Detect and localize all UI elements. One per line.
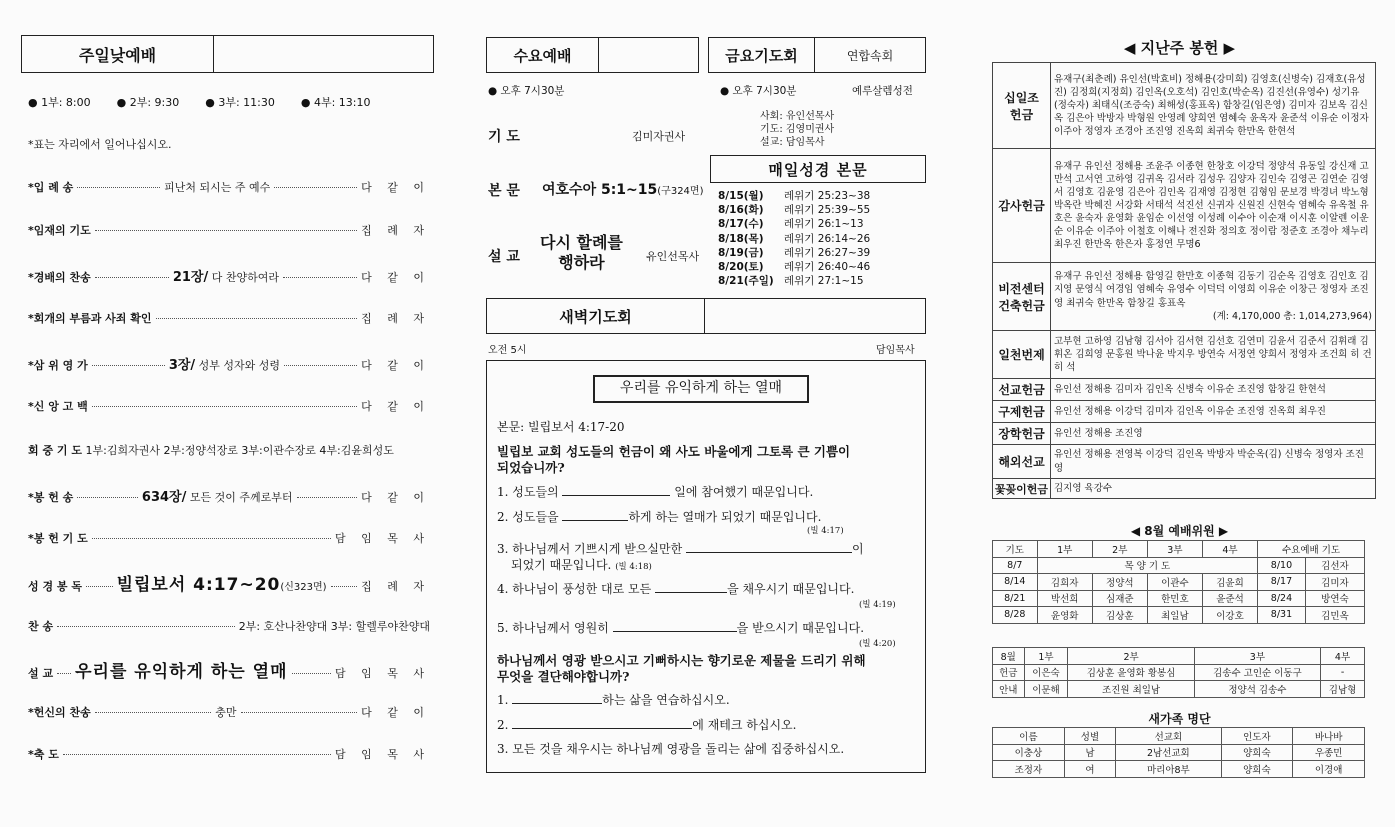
duty-row: 8/14 김희자 정양석 이관수 김윤희 8/17 김미자 — [993, 574, 1365, 591]
wednesday-sermon-label: 설 교 — [488, 249, 520, 265]
duty-row: 8/28 윤영화 김상훈 최일남 이강호 8/31 김민옥 — [993, 607, 1365, 624]
order-label: 성 경 봉 독 — [28, 580, 82, 593]
offering-table — [992, 62, 1376, 499]
order-label: 찬 송 — [28, 620, 54, 633]
order-label: 회 중 기 도 — [28, 444, 82, 457]
order-leader: 다 같 이 — [361, 400, 430, 413]
standing-note: *표는 자리에서 일어나십시오. — [28, 138, 172, 151]
study-answer-5: 5. 하나님께서 영원히 을 받으시기 때문입니다. — [497, 621, 865, 635]
order-label: *축 도 — [28, 748, 59, 761]
study-resolve-2: 2. 에 재테크 하십시오. — [497, 718, 797, 732]
order-leader: 담 임 목 사 — [335, 667, 430, 680]
service-table — [992, 647, 1365, 698]
offering-title: ◀ 지난주 봉헌 ▶ — [1123, 39, 1236, 57]
study-ref-4: (빌 4:19) — [859, 600, 896, 610]
order-label: *임재의 기도 — [28, 224, 91, 237]
offering-type: 구제헌금 — [993, 401, 1051, 423]
duty-title: ◀ 8월 예배위원 ▶ — [1130, 524, 1229, 538]
offering-type: 십일조 헌금 — [993, 63, 1051, 149]
order-leader: 집 례 자 — [361, 224, 430, 237]
order-leader: 집 례 자 — [361, 580, 431, 593]
order-leader: 다 같 이 — [361, 491, 430, 504]
order-row — [28, 618, 430, 634]
order-leader: 담 임 목 사 — [335, 748, 430, 761]
hymn-title: 성부 성자와 성령 — [195, 359, 281, 372]
study-question-2: 하나님께서 영광 받으시고 기뻐하시는 향기로운 제물을 드리기 위해 — [497, 653, 866, 668]
daily-bible-title: 매일성경 본문 — [768, 160, 868, 179]
order-label: *경배의 찬송 — [28, 271, 91, 284]
offering-type: 장학헌금 — [993, 423, 1051, 445]
hymn-title: 모든 것이 주께로부터 — [186, 491, 293, 504]
wednesday-header-box — [486, 37, 699, 73]
duty-table — [992, 540, 1365, 624]
order-label: *삼 위 영 가 — [28, 359, 88, 372]
offering-row — [993, 423, 1376, 445]
sunday-time-2: ● 2부: 9:30 — [116, 96, 180, 109]
offering-type: 비전센터 건축헌금 — [993, 263, 1051, 331]
friday-role: 기도: 김영미권사 — [760, 124, 835, 135]
study-answer-1: 1. 성도들의 일에 참여했기 때문입니다. — [497, 485, 814, 499]
offering-names: 김지영 육강수 — [1051, 479, 1376, 499]
sunday-times — [28, 94, 428, 110]
study-question-1: 빌립보 교회 성도들의 헌금이 왜 사도 바울에게 그토록 큰 기쁨이 — [497, 444, 851, 459]
sermon-title-line: 행하라 — [558, 253, 605, 272]
wednesday-title: 수요예배 — [487, 38, 599, 72]
study-resolve-1: 1. 하는 삶을 연습하십시오. — [497, 693, 730, 707]
new-family-table — [992, 727, 1365, 778]
new-family-row: 조정자 여 마리아8부 양희숙 이경애 — [993, 761, 1365, 778]
order-label: *입 례 송 — [28, 181, 74, 194]
order-label: *회개의 부름과 사죄 확인 — [28, 312, 152, 325]
order-row — [28, 310, 430, 326]
offering-type: 해외선교 — [993, 445, 1051, 479]
offering-names: 유재구 유인선 정해용 함영길 한만호 이종혁 김동기 김순옥 김영호 김인호 김지영 문영식 여경임 염혜숙 유영수 이덕덕 이영희 이유순 이창근 정영자 조진영 최귀숙 한만옥 함창길 홍표옥 (계: 4,170,000 총: 1,014,273,964) — [1051, 263, 1376, 331]
hymn-title: 다 찬양하여라 — [208, 271, 279, 284]
daily-bible-item: 8/17(수) 레위기 26:1~13 — [718, 218, 864, 231]
study-answer-2: 2. 성도들을 하게 하는 열매가 되었기 때문입니다. — [497, 510, 822, 524]
dawn-time: 오전 5시 — [488, 345, 527, 356]
wednesday-text-value — [542, 179, 703, 199]
order-label: *봉 헌 기 도 — [28, 532, 88, 545]
offering-names: 유인선 정해용 이강덕 김미자 김인옥 이유순 조진영 진옥희 최우진 — [1051, 401, 1376, 423]
study-text: 본문: 빌립보서 4:17-20 — [497, 420, 625, 434]
wednesday-sermon-title — [540, 233, 623, 273]
offering-row — [993, 331, 1376, 379]
duty-header-row: 기도 1부 2부 3부 4부 수요예배 기도 — [993, 541, 1365, 558]
hymn-title: 충만 — [215, 706, 237, 719]
offering-row — [993, 479, 1376, 499]
study-ref-2: (빌 4:17) — [807, 526, 844, 536]
daily-bible-item: 8/16(화) 레위기 25:39~55 — [718, 204, 871, 217]
bible-study-box — [486, 360, 926, 773]
order-label: *신 앙 고 백 — [28, 400, 88, 413]
order-leader: 다 같 이 — [361, 181, 431, 194]
wednesday-preacher: 유인선목사 — [646, 250, 700, 263]
duty-row: 8/21 박선희 심재준 한민호 윤준석 8/24 방연숙 — [993, 590, 1365, 607]
friday-title: 금요기도회 — [709, 38, 815, 72]
sunday-time-4: ● 4부: 13:10 — [300, 96, 371, 109]
order-label: 설 교 — [28, 667, 54, 680]
offering-type: 선교헌금 — [993, 379, 1051, 401]
friday-roles — [760, 110, 834, 149]
sermon-title-line: 다시 할례를 — [540, 233, 623, 252]
order-row — [28, 266, 430, 285]
offering-row — [993, 445, 1376, 479]
duty-row: 8/7 목 양 기 도 8/10 김선자 — [993, 557, 1365, 574]
daily-bible-item: 8/15(월) 레위기 25:23~38 — [718, 190, 871, 202]
order-row — [28, 442, 430, 458]
sunday-header-box — [21, 35, 434, 73]
sermon-title: 우리를 유익하게 하는 열매 — [75, 662, 288, 682]
order-leader: 다 같 이 — [361, 359, 431, 372]
offering-type: 꽃꽂이헌금 — [993, 479, 1051, 499]
offering-row — [993, 149, 1376, 263]
wednesday-time: ● 오후 7시30분 — [488, 85, 565, 97]
order-row — [28, 570, 430, 595]
friday-place: 예루살렘성전 — [852, 85, 913, 97]
study-question-1b: 되었습니까? — [497, 460, 565, 475]
study-answer-3b: 되었기 때문입니다. (빌 4:18) — [511, 558, 652, 572]
hymn-number: 634장/ — [141, 490, 187, 505]
dawn-header-box — [486, 298, 926, 334]
friday-role: 사회: 유인선목사 — [760, 111, 835, 122]
offering-row — [993, 63, 1376, 149]
daily-bible-item: 8/18(목) 레위기 26:14~26 — [718, 232, 871, 245]
offering-names: 유인선 정해용 조진영 — [1051, 423, 1376, 445]
order-row — [28, 530, 430, 546]
dawn-title: 새벽기도회 — [487, 299, 705, 333]
daily-bible-item: 8/21(주일) 레위기 27:1~15 — [718, 275, 864, 288]
order-label: *봉 헌 송 — [28, 491, 74, 504]
order-row — [28, 704, 430, 720]
offering-row — [993, 401, 1376, 423]
sunday-time-3: ● 3부: 11:30 — [205, 96, 275, 109]
prayer-leaders: 1부:김희자권사 2부:정양석장로 3부:이관수장로 4부:김윤희성도 — [85, 444, 394, 457]
offering-names: 유재구(최춘례) 유인선(박효비) 정해용(강미희) 김영호(신병숙) 김재호(유성진) 김정희(지정희) 김인옥(오호석) 김인호(박순옥) 김진선(유영수) 성기유(정숙자) 최태식(조증숙) 최해성(홍표옥) 함창길(임은영) 김미자 김보옥 김신옥 김은아 박방자 박형원 안영례 양희연 염혜숙 윤옥자 윤준석 이유순 이정자 이주아 정영자 조경아 조진영 진옥희 최귀숙 한만옥 한현석 — [1051, 63, 1376, 149]
daily-bible-box — [710, 155, 926, 183]
service-row: 헌금 이은숙 김상훈 윤영화 황봉심 김송수 고인순 이동구 - — [993, 664, 1365, 681]
study-ref-5: (빌 4:20) — [859, 639, 896, 649]
offering-type: 감사헌금 — [993, 149, 1051, 263]
order-row — [28, 486, 430, 505]
offering-names: 유인선 정해용 전영복 이강덕 김인옥 박방자 박순옥(김) 신병숙 정영자 조진영 — [1051, 445, 1376, 479]
offering-type: 일천번제 — [993, 331, 1051, 379]
new-family-row: 이충상 남 2남선교회 양희숙 우종민 — [993, 744, 1365, 761]
study-title: 우리를 유익하게 하는 열매 — [593, 375, 809, 403]
scripture-page: (신323면) — [280, 582, 327, 593]
order-row — [28, 398, 430, 414]
order-row — [28, 657, 430, 682]
offering-row — [993, 263, 1376, 331]
wednesday-text-label: 본 문 — [488, 183, 520, 199]
offering-names: 고부현 고하영 김남형 김서아 김서현 김선호 김연미 김윤서 김준서 김휘래 김휘온 김희영 문홍원 박나윤 박지우 방연숙 서정연 양희서 정영자 조건희 히 건 히 석 — [1051, 331, 1376, 379]
sunday-title: 주일낮예배 — [22, 36, 214, 72]
friday-header-box — [708, 37, 926, 73]
order-row — [28, 222, 430, 238]
sunday-time-1: ● 1부: 8:00 — [28, 96, 91, 109]
offering-row — [993, 379, 1376, 401]
dawn-leader: 담임목사 — [876, 345, 915, 356]
wednesday-scripture-page: (구324면) — [657, 186, 704, 197]
order-leader: 담 임 목 사 — [335, 532, 430, 545]
hymn-number: 21장/ — [172, 270, 209, 285]
order-leader: 집 례 자 — [361, 312, 430, 325]
order-row — [28, 179, 430, 195]
service-header-row: 8월 1부 2부 3부 4부 — [993, 648, 1365, 665]
order-leader: 다 같 이 — [361, 706, 431, 719]
service-row: 안내 이문해 조진원 최일남 정양석 김송수 김남형 — [993, 681, 1365, 698]
new-family-header-row: 이름 성별 선교회 인도자 바나바 — [993, 728, 1365, 745]
building-total: (계: 4,170,000 총: 1,014,273,964) — [1212, 310, 1372, 322]
wednesday-prayer-name: 김미자권사 — [632, 130, 686, 143]
offering-names: 유인선 정해용 김미자 김인옥 신병숙 이유순 조진영 함창길 한현석 — [1051, 379, 1376, 401]
wednesday-prayer-label: 기 도 — [488, 129, 520, 145]
wednesday-scripture: 여호수아 5:1~15 — [542, 182, 658, 198]
friday-role: 설교: 담임목사 — [760, 137, 825, 148]
study-resolve-3: 3. 모든 것을 채우시는 하나님께 영광을 돌리는 삶에 집중하십시오. — [497, 742, 845, 756]
choir-names: 2부: 호산나찬양대 3부: 할렐루야찬양대 — [238, 620, 430, 633]
daily-bible-item: 8/19(금) 레위기 26:27~39 — [718, 246, 871, 259]
daily-bible-item: 8/20(토) 레위기 26:40~46 — [718, 261, 871, 274]
offering-names: 유재구 유인선 정해용 조윤주 이종현 한창호 이강덕 정양석 유동일 강신재 고만석 고서연 고하영 김귀옥 김서라 김성우 김양자 김인숙 김영곤 김연순 김영서 김영호 김윤영 김은아 김인옥 김재영 김정현 김형임 문보경 박경녀 박노형 박옥란 박혜진 서강화 서태석 석진선 신귀자 신원진 신현숙 염혜숙 유옥철 유호은 윤숙자 윤영화 윤임순 이선영 이성례 이수아 이순재 이시훈 이알렌 이운순 이유순 이주아 이철호 이해나 전진화 정의호 정이람 정준호 조경아 채누리 최우진 한만옥 한은자 홍정연 무명6 — [1051, 149, 1376, 263]
study-answer-3: 3. 하나님께서 기쁘시게 받으실만한 이 — [497, 542, 864, 556]
friday-subtitle: 연합속회 — [846, 48, 894, 63]
order-row — [28, 746, 430, 762]
study-answer-4: 4. 하나님이 풍성한 대로 모든 을 채우시기 때문입니다. — [497, 582, 855, 596]
friday-time: ● 오후 7시30분 — [720, 85, 797, 97]
new-family-title: 새가족 명단 — [1148, 712, 1211, 726]
order-row — [28, 354, 430, 373]
scripture-reading: 빌립보서 4:17~20 — [116, 575, 281, 595]
daily-bible-list — [718, 189, 870, 288]
order-middle: 피난처 되시는 주 예수 — [164, 181, 271, 194]
hymn-number: 3장/ — [168, 358, 196, 373]
order-leader: 다 같 이 — [361, 271, 430, 284]
study-question-2b: 무엇을 결단해야합니까? — [497, 669, 630, 684]
order-label: *헌신의 찬송 — [28, 706, 91, 719]
